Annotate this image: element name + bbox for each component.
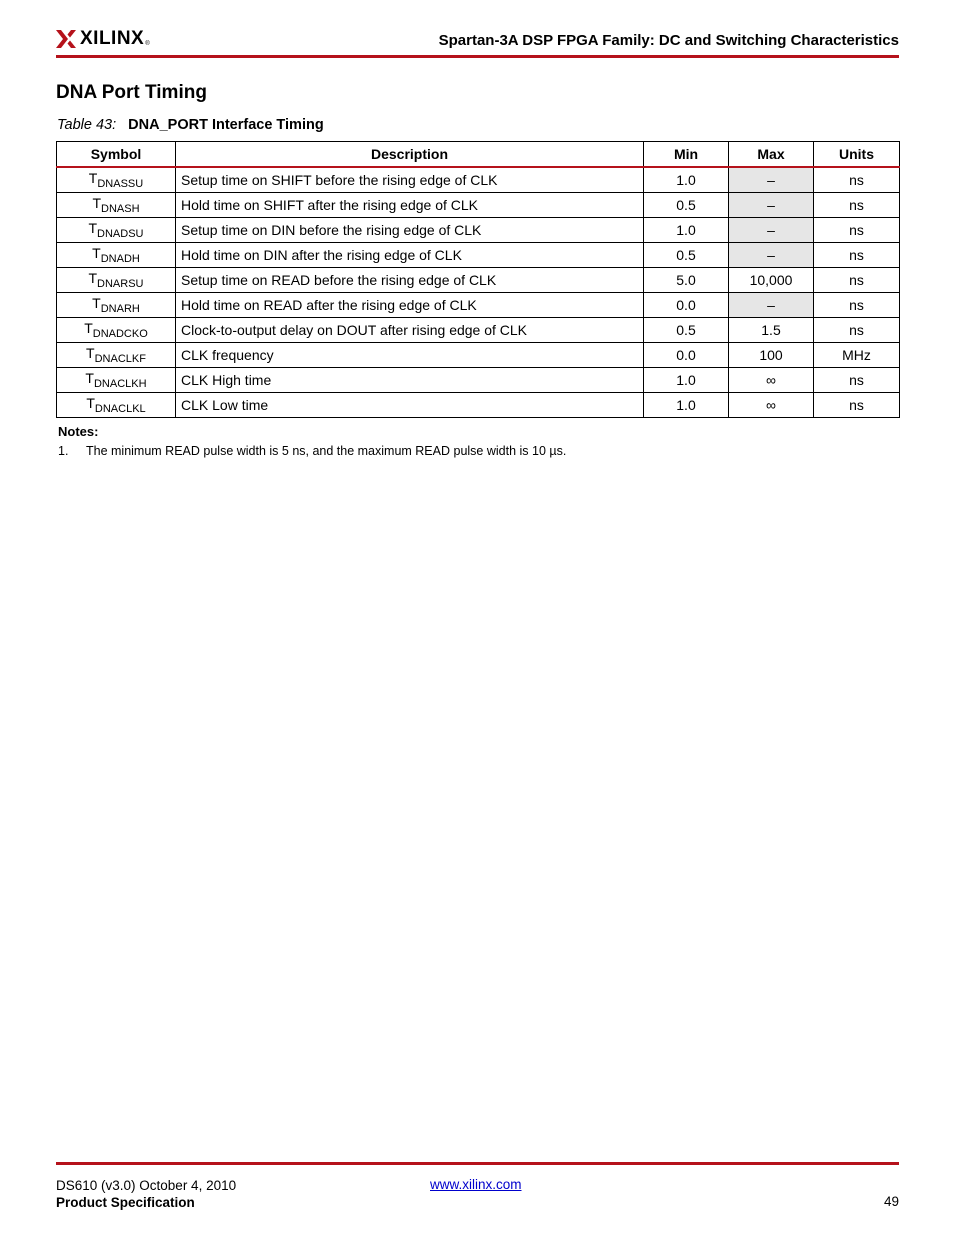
symbol-main: T [92,295,101,311]
column-header-units: Units [814,142,900,168]
cell-description: CLK Low time [176,393,644,418]
cell-min: 1.0 [644,218,729,243]
cell-symbol [57,343,176,368]
logo-registered-mark: ® [145,41,150,47]
cell-max: – [729,243,814,268]
table-row [57,268,900,293]
page-number: 49 [883,1194,899,1209]
table-row [57,193,900,218]
footer-rule [56,1162,899,1165]
notes-heading: Notes: [58,424,99,439]
table-header-row [57,142,900,168]
footer-doc-id: DS610 (v3.0) October 4, 2010 [56,1178,237,1193]
footer-left [56,1177,236,1211]
cell-units: ns [814,218,900,243]
cell-units: MHz [814,343,900,368]
symbol-main: T [84,320,93,336]
table-row [57,318,900,343]
cell-description: Setup time on DIN before the rising edge of CLK [176,218,644,243]
cell-symbol [57,218,176,243]
cell-max: – [729,193,814,218]
symbol-subscript: DNADSU [97,228,144,240]
cell-max: 10,000 [729,268,814,293]
header-title: Spartan-3A DSP FPGA Family: DC and Switching Characteristics [438,32,899,49]
cell-max: 100 [729,343,814,368]
symbol-main: T [88,170,98,186]
table-row [57,343,900,368]
symbol-main: T [92,195,102,211]
table-row [57,293,900,318]
cell-units: ns [814,318,900,343]
cell-max: ∞ [729,393,814,418]
cell-symbol [57,167,176,193]
cell-units: ns [814,393,900,418]
cell-symbol [57,368,176,393]
cell-units: ns [814,268,900,293]
table-caption [57,117,324,133]
symbol-subscript: DNACLKH [93,378,147,390]
cell-units: ns [814,193,900,218]
cell-min: 1.0 [644,393,729,418]
symbol-subscript: DNADCKO [92,328,148,340]
xilinx-logo-icon [56,30,76,48]
cell-description: Clock-to-output delay on DOUT after rising edge of CLK [176,318,644,343]
header-rule [56,55,899,58]
cell-symbol [57,243,176,268]
cell-units: ns [814,368,900,393]
cell-description: Hold time on SHIFT after the rising edge of CLK [176,193,644,218]
cell-symbol [57,293,176,318]
cell-symbol [57,193,176,218]
table-title: DNA_PORT Interface Timing [128,117,324,133]
cell-min: 1.0 [644,368,729,393]
table-row [57,368,900,393]
table-row [57,243,900,268]
symbol-main: T [88,220,98,236]
symbol-subscript: DNACLKF [94,353,146,365]
symbol-subscript: DNASSU [97,178,144,190]
page-header [56,26,899,58]
cell-units: ns [814,167,900,193]
cell-symbol [57,268,176,293]
cell-min: 0.5 [644,193,729,218]
section-title: DNA Port Timing [56,82,207,103]
cell-min: 0.5 [644,318,729,343]
xilinx-logo [56,28,150,50]
symbol-main: T [86,345,95,361]
note-text: The minimum READ pulse width is 5 ns, and the maximum READ pulse width is 10 µs. [86,444,567,458]
table-label: Table 43: [57,117,117,133]
cell-units: ns [814,293,900,318]
note-item [58,444,566,458]
table-body [57,167,900,418]
table-row [57,393,900,418]
symbol-main: T [86,395,95,411]
cell-description: CLK High time [176,368,644,393]
cell-min: 0.0 [644,343,729,368]
cell-units: ns [814,243,900,268]
symbol-subscript: DNADH [100,253,140,265]
cell-symbol [57,318,176,343]
logo-text: XILINX [80,28,145,49]
cell-max: ∞ [729,368,814,393]
footer-website-link[interactable]: www.xilinx.com [430,1177,522,1192]
cell-description: Hold time on DIN after the rising edge of CLK [176,243,644,268]
column-header-symbol: Symbol [57,142,176,168]
cell-symbol [57,393,176,418]
symbol-subscript: DNARSU [97,278,144,290]
cell-max: – [729,218,814,243]
cell-description: Setup time on READ before the rising edge of CLK [176,268,644,293]
cell-min: 0.5 [644,243,729,268]
cell-max: – [729,293,814,318]
note-number: 1. [58,444,69,458]
table-row [57,167,900,193]
symbol-main: T [85,370,94,386]
symbol-main: T [88,270,98,286]
column-header-max: Max [729,142,814,168]
symbol-subscript: DNASH [101,203,140,215]
column-header-min: Min [644,142,729,168]
footer-doc-type: Product Specification [56,1195,195,1210]
cell-min: 5.0 [644,268,729,293]
table-row [57,218,900,243]
cell-min: 0.0 [644,293,729,318]
cell-description: CLK frequency [176,343,644,368]
cell-description: Setup time on SHIFT before the rising edge of CLK [176,167,644,193]
symbol-subscript: DNACLKL [94,403,146,415]
timing-table [56,141,900,418]
cell-max: – [729,167,814,193]
cell-max: 1.5 [729,318,814,343]
cell-description: Hold time on READ after the rising edge of CLK [176,293,644,318]
column-header-description: Description [176,142,644,168]
cell-min: 1.0 [644,167,729,193]
symbol-main: T [92,245,101,261]
symbol-subscript: DNARH [100,303,140,315]
